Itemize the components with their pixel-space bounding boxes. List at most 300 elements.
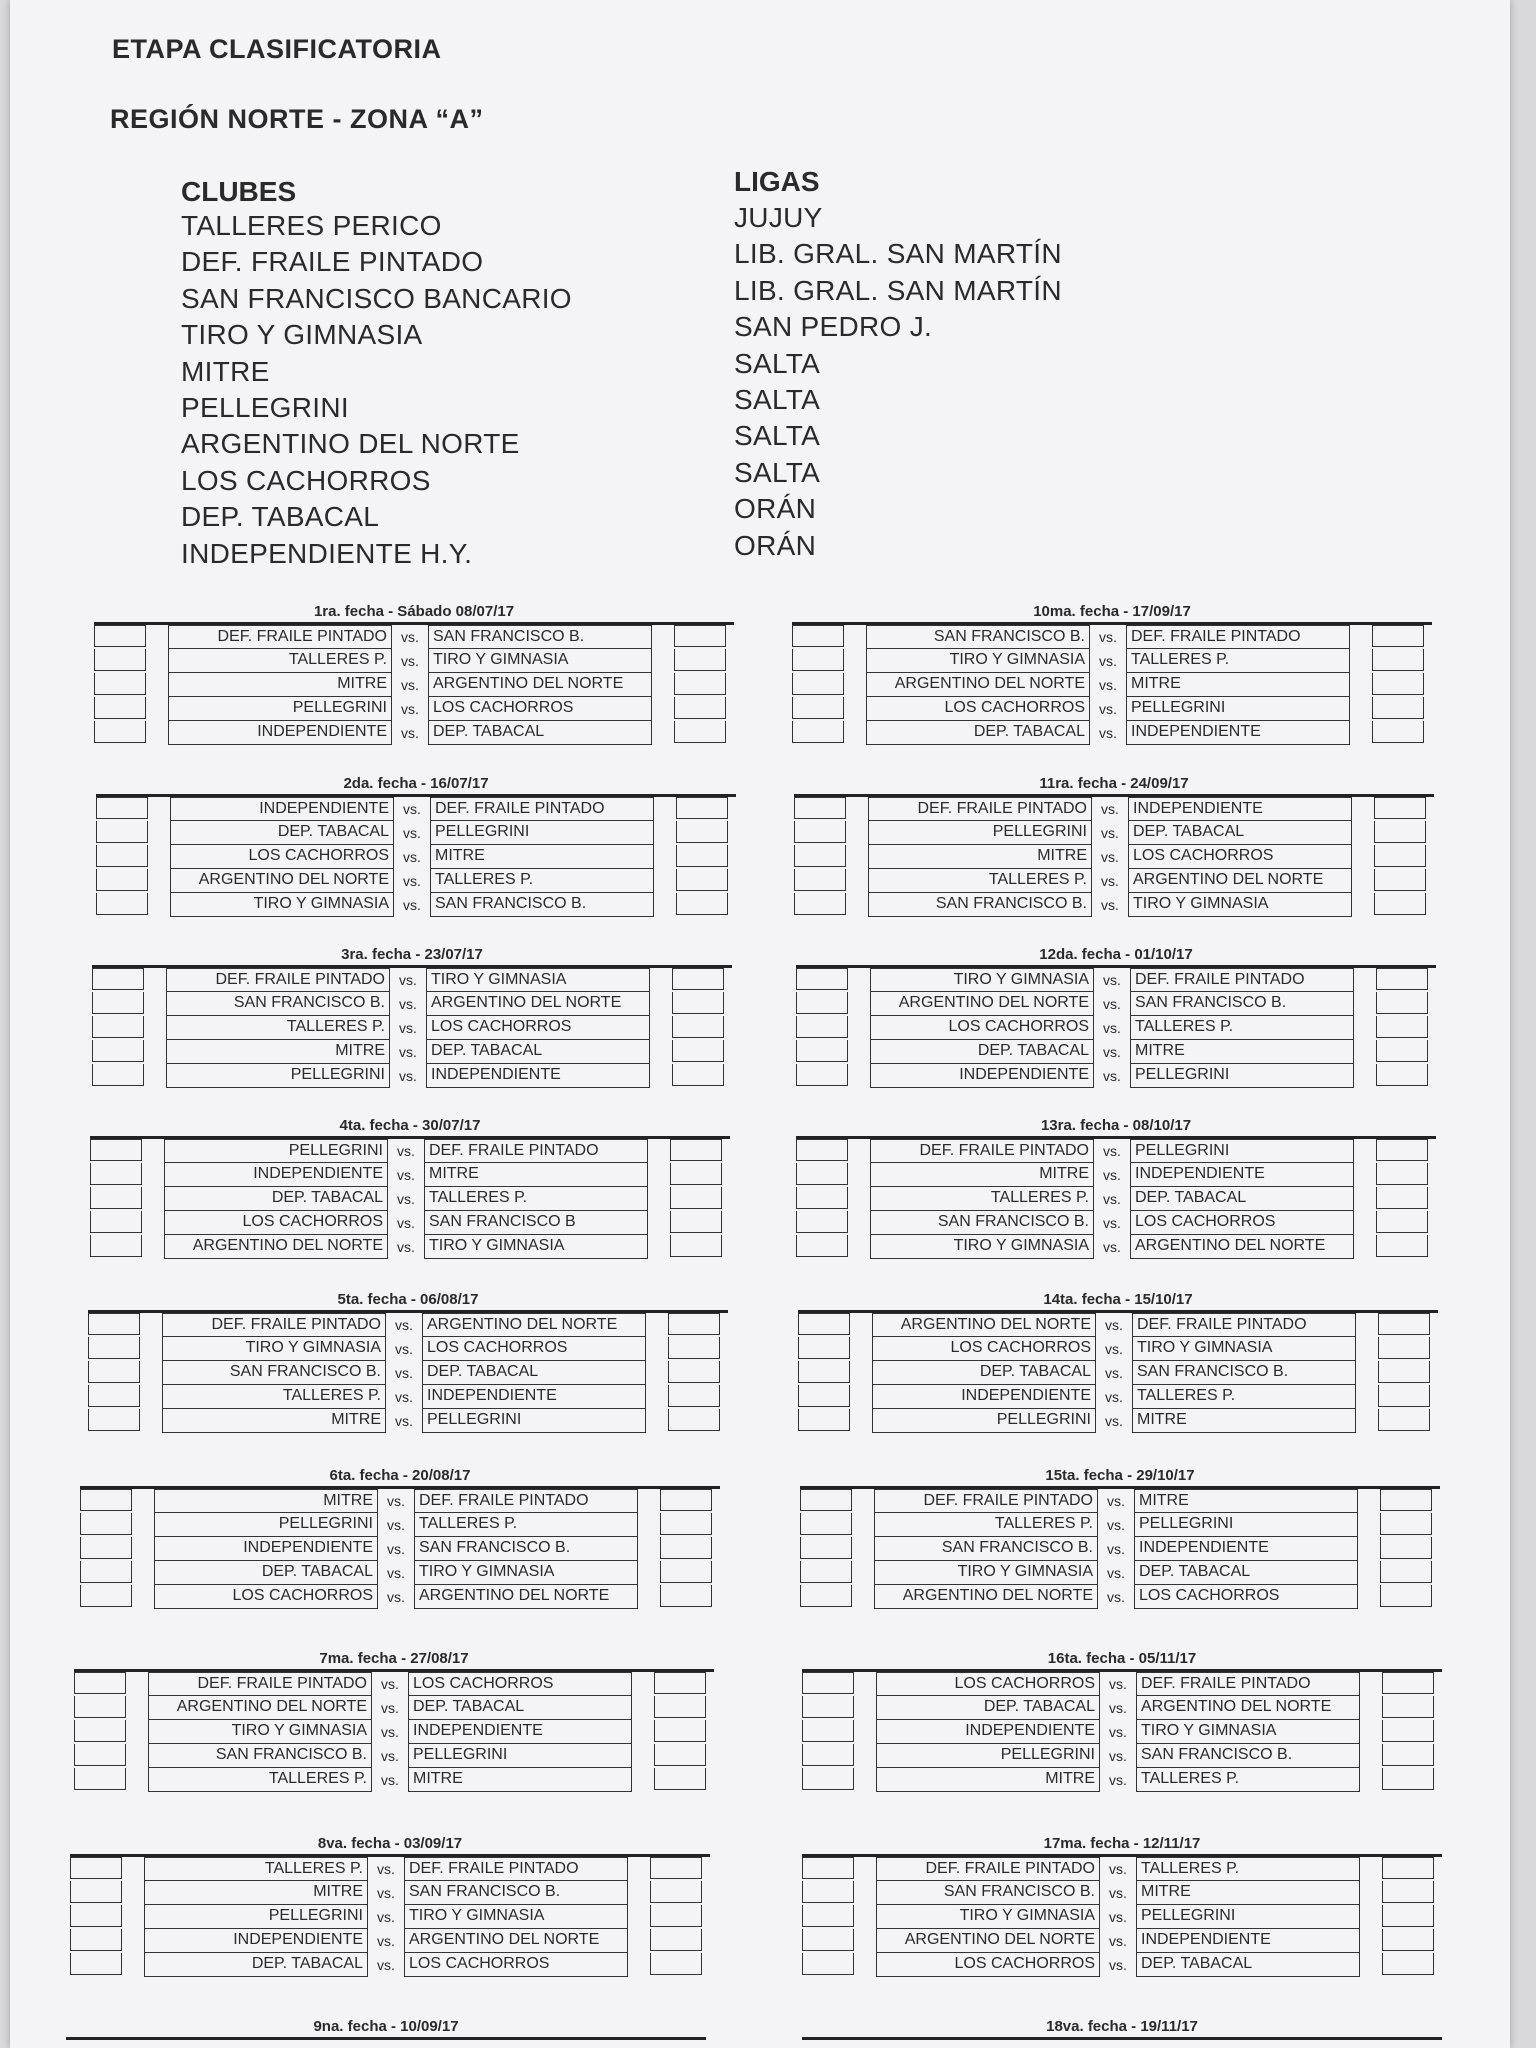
away-score-box[interactable] <box>1372 721 1424 743</box>
spacer <box>1356 1313 1378 1337</box>
away-score-box[interactable] <box>672 992 724 1014</box>
away-team: SAN FRANCISCO B <box>424 1211 648 1235</box>
club-league: SALTA <box>734 347 821 379</box>
home-score-box[interactable] <box>802 1744 854 1766</box>
away-team: DEP. TABACAL <box>428 721 652 745</box>
home-score-box[interactable] <box>800 1537 852 1559</box>
away-score-box[interactable] <box>670 1235 722 1257</box>
home-score-box[interactable] <box>90 1139 142 1161</box>
spacer <box>632 1768 654 1792</box>
home-score-box[interactable] <box>96 845 148 867</box>
away-score-box[interactable] <box>1382 1744 1434 1766</box>
home-score-box[interactable] <box>796 1139 848 1161</box>
fixture-title: 6ta. fecha - 20/08/17 <box>329 1467 471 1484</box>
away-score-box[interactable] <box>1382 1720 1434 1742</box>
away-score-box[interactable] <box>1378 1313 1430 1335</box>
home-score-box[interactable] <box>92 992 144 1014</box>
spacer <box>122 1953 144 1977</box>
home-score-box[interactable] <box>90 1163 142 1185</box>
fixture-title: 7ma. fecha - 27/08/17 <box>319 1650 469 1667</box>
home-score-box[interactable] <box>802 1857 854 1879</box>
away-score-box[interactable] <box>670 1139 722 1161</box>
spacer <box>1350 673 1372 697</box>
away-score-box[interactable] <box>1376 1016 1428 1038</box>
fixture-title: 16ta. fecha - 05/11/17 <box>1047 1650 1197 1667</box>
away-score-box[interactable] <box>1376 1187 1428 1209</box>
away-score-box[interactable] <box>1376 1064 1428 1086</box>
away-score-box[interactable] <box>672 1016 724 1038</box>
away-score-box[interactable] <box>650 1953 702 1975</box>
club-name: TIRO Y GIMNASIA <box>181 319 423 351</box>
home-score-box[interactable] <box>96 869 148 891</box>
away-team: DEF. FRAILE PINTADO <box>430 797 654 821</box>
home-score-box[interactable] <box>800 1585 852 1607</box>
home-score-box[interactable] <box>796 1187 848 1209</box>
spacer <box>628 1881 650 1905</box>
fixture-title: 1ra. fecha - Sábado 08/07/17 <box>313 603 515 620</box>
away-score-box[interactable] <box>1380 1561 1432 1583</box>
match-grid <box>90 1136 730 1259</box>
away-score-box[interactable] <box>670 1187 722 1209</box>
spacer <box>146 721 168 745</box>
vs-label: vs. <box>381 1748 399 1764</box>
away-team: MITRE <box>1134 1489 1358 1513</box>
spacer <box>848 1211 870 1235</box>
home-score-box[interactable] <box>796 1235 848 1257</box>
home-score-box[interactable] <box>796 1211 848 1233</box>
spacer <box>652 649 674 673</box>
vs-label: vs. <box>1101 873 1119 889</box>
home-score-box[interactable] <box>92 968 144 990</box>
away-score-box[interactable] <box>1382 1905 1434 1927</box>
away-score-box[interactable] <box>1372 697 1424 719</box>
home-score-box[interactable] <box>802 1696 854 1718</box>
home-score-box[interactable] <box>796 1016 848 1038</box>
spacer <box>852 1561 874 1585</box>
away-score-box[interactable] <box>660 1585 712 1607</box>
vs-label: vs. <box>1109 1957 1127 1973</box>
away-score-box[interactable] <box>1382 1672 1434 1694</box>
spacer <box>126 1744 148 1768</box>
away-score-box[interactable] <box>654 1696 706 1718</box>
away-score-box[interactable] <box>1376 1163 1428 1185</box>
vs-label: vs. <box>1103 1191 1121 1207</box>
away-team: TIRO Y GIMNASIA <box>1132 1337 1356 1361</box>
spacer <box>632 1720 654 1744</box>
fixture-title: 10ma. fecha - 17/09/17 <box>1033 603 1191 620</box>
away-score-box[interactable] <box>660 1537 712 1559</box>
away-team: DEP. TABACAL <box>1134 1561 1358 1585</box>
away-score-box[interactable] <box>1374 869 1426 891</box>
vs-label: vs. <box>377 1861 395 1877</box>
home-team: DEP. TABACAL <box>154 1561 378 1585</box>
home-score-box[interactable] <box>80 1513 132 1535</box>
away-score-box[interactable] <box>650 1929 702 1951</box>
away-score-box[interactable] <box>1378 1409 1430 1431</box>
home-score-box[interactable] <box>792 625 844 647</box>
fixture-table <box>92 945 732 1088</box>
home-score-box[interactable] <box>94 673 146 695</box>
away-score-box[interactable] <box>650 1857 702 1879</box>
away-score-box[interactable] <box>676 893 728 915</box>
spacer <box>1360 1905 1382 1929</box>
home-team: MITRE <box>868 845 1092 869</box>
home-score-box[interactable] <box>96 821 148 843</box>
away-team: LOS CACHORROS <box>404 1953 628 1977</box>
away-team: DEP. TABACAL <box>1128 821 1352 845</box>
home-score-box[interactable] <box>802 1672 854 1694</box>
spacer <box>628 1857 650 1881</box>
home-score-box[interactable] <box>80 1537 132 1559</box>
away-score-box[interactable] <box>1382 1857 1434 1879</box>
home-score-box[interactable] <box>794 797 846 819</box>
home-team: MITRE <box>166 1040 390 1064</box>
match-grid <box>798 1310 1438 1433</box>
away-score-box[interactable] <box>1376 1235 1428 1257</box>
home-score-box[interactable] <box>800 1561 852 1583</box>
away-score-box[interactable] <box>672 1064 724 1086</box>
home-score-box[interactable] <box>74 1768 126 1790</box>
home-score-box[interactable] <box>802 1881 854 1903</box>
away-score-box[interactable] <box>670 1163 722 1185</box>
home-score-box[interactable] <box>794 845 846 867</box>
home-score-box[interactable] <box>80 1585 132 1607</box>
home-score-box[interactable] <box>800 1513 852 1535</box>
away-score-box[interactable] <box>660 1513 712 1535</box>
away-score-box[interactable] <box>1382 1696 1434 1718</box>
vs-label: vs. <box>387 1589 405 1605</box>
home-team: PELLEGRINI <box>872 1409 1096 1433</box>
home-score-box[interactable] <box>80 1561 132 1583</box>
home-score-box[interactable] <box>802 1720 854 1742</box>
away-score-box[interactable] <box>1378 1337 1430 1359</box>
fixture-table <box>802 1649 1442 1792</box>
away-score-box[interactable] <box>668 1361 720 1383</box>
spacer <box>1356 1409 1378 1433</box>
spacer <box>654 893 676 917</box>
away-score-box[interactable] <box>674 673 726 695</box>
home-score-box[interactable] <box>800 1489 852 1511</box>
away-score-box[interactable] <box>1374 845 1426 867</box>
home-score-box[interactable] <box>88 1337 140 1359</box>
vs-label: vs. <box>1105 1317 1123 1333</box>
spacer <box>844 625 866 649</box>
vs-label: vs. <box>1103 1167 1121 1183</box>
vs-label: vs. <box>1107 1517 1125 1533</box>
away-score-box[interactable] <box>1378 1361 1430 1383</box>
home-score-box[interactable] <box>792 649 844 671</box>
fixture-top-rule <box>66 2037 706 2046</box>
away-team: TALLERES P. <box>1126 649 1350 673</box>
spacer <box>148 821 170 845</box>
away-score-box[interactable] <box>660 1561 712 1583</box>
away-team: MITRE <box>430 845 654 869</box>
home-score-box[interactable] <box>74 1744 126 1766</box>
away-score-box[interactable] <box>1376 1211 1428 1233</box>
club-league: JUJUY <box>734 202 823 233</box>
spacer <box>1358 1561 1380 1585</box>
away-score-box[interactable] <box>676 869 728 891</box>
away-team: TIRO Y GIMNASIA <box>1136 1720 1360 1744</box>
home-score-box[interactable] <box>88 1361 140 1383</box>
away-score-box[interactable] <box>674 721 726 743</box>
home-team: INDEPENDIENTE <box>164 1163 388 1187</box>
away-score-box[interactable] <box>674 625 726 647</box>
home-score-box[interactable] <box>90 1235 142 1257</box>
home-score-box[interactable] <box>94 649 146 671</box>
vs-label: vs. <box>397 1191 415 1207</box>
away-score-box[interactable] <box>1374 797 1426 819</box>
home-team: TIRO Y GIMNASIA <box>170 893 394 917</box>
home-score-box[interactable] <box>798 1361 850 1383</box>
spacer <box>1354 1139 1376 1163</box>
home-score-box[interactable] <box>798 1409 850 1431</box>
away-score-box[interactable] <box>1372 625 1424 647</box>
away-score-box[interactable] <box>1380 1489 1432 1511</box>
away-score-box[interactable] <box>668 1409 720 1431</box>
home-score-box[interactable] <box>70 1905 122 1927</box>
away-score-box[interactable] <box>676 845 728 867</box>
away-score-box[interactable] <box>654 1768 706 1790</box>
spacer <box>648 1187 670 1211</box>
home-team: TIRO Y GIMNASIA <box>870 1235 1094 1259</box>
spacer <box>854 1720 876 1744</box>
away-score-box[interactable] <box>668 1313 720 1335</box>
vs-label: vs. <box>1103 1215 1121 1231</box>
away-score-box[interactable] <box>676 821 728 843</box>
spacer <box>1358 1513 1380 1537</box>
away-team: PELLEGRINI <box>1136 1905 1360 1929</box>
fixture-table <box>96 774 736 917</box>
home-score-box[interactable] <box>92 1064 144 1086</box>
home-score-box[interactable] <box>96 893 148 915</box>
vs-label: vs. <box>1105 1413 1123 1429</box>
vs-label: vs. <box>403 873 421 889</box>
home-team: TALLERES P. <box>868 869 1092 893</box>
home-score-box[interactable] <box>92 1016 144 1038</box>
spacer <box>852 1585 874 1609</box>
spacer <box>148 845 170 869</box>
club-league: SALTA <box>734 420 821 452</box>
home-score-box[interactable] <box>794 821 846 843</box>
vs-label: vs. <box>1101 825 1119 841</box>
away-score-box[interactable] <box>660 1489 712 1511</box>
spacer <box>846 869 868 893</box>
home-score-box[interactable] <box>796 1064 848 1086</box>
home-score-box[interactable] <box>88 1409 140 1431</box>
away-team: SAN FRANCISCO B. <box>428 625 652 649</box>
home-team: DEP. TABACAL <box>164 1187 388 1211</box>
away-score-box[interactable] <box>676 797 728 819</box>
home-score-box[interactable] <box>92 1040 144 1062</box>
home-score-box[interactable] <box>80 1489 132 1511</box>
home-score-box[interactable] <box>792 697 844 719</box>
home-team: TALLERES P. <box>148 1768 372 1792</box>
spacer <box>1352 845 1374 869</box>
spacer <box>844 697 866 721</box>
home-score-box[interactable] <box>798 1313 850 1335</box>
spacer <box>1352 893 1374 917</box>
away-score-box[interactable] <box>654 1744 706 1766</box>
away-team: LOS CACHORROS <box>426 1016 650 1040</box>
home-score-box[interactable] <box>792 673 844 695</box>
home-score-box[interactable] <box>74 1720 126 1742</box>
home-score-box[interactable] <box>70 1929 122 1951</box>
spacer <box>132 1513 154 1537</box>
away-score-box[interactable] <box>1382 1953 1434 1975</box>
vs-label: vs. <box>387 1541 405 1557</box>
home-score-box[interactable] <box>794 869 846 891</box>
home-score-box[interactable] <box>802 1768 854 1790</box>
away-score-box[interactable] <box>1376 1139 1428 1161</box>
vs-label: vs. <box>387 1565 405 1581</box>
spacer <box>848 1064 870 1088</box>
home-score-box[interactable] <box>74 1696 126 1718</box>
spacer <box>648 1211 670 1235</box>
vs-label: vs. <box>1109 1700 1127 1716</box>
away-score-box[interactable] <box>674 697 726 719</box>
spacer <box>1354 1211 1376 1235</box>
fixture-title: 8va. fecha - 03/09/17 <box>317 1835 463 1852</box>
away-score-box[interactable] <box>1372 649 1424 671</box>
home-team: ARGENTINO DEL NORTE <box>872 1313 1096 1337</box>
vs-label: vs. <box>399 972 417 988</box>
away-team: MITRE <box>1126 673 1350 697</box>
away-score-box[interactable] <box>650 1905 702 1927</box>
spacer <box>1360 1696 1382 1720</box>
home-score-box[interactable] <box>796 1163 848 1185</box>
away-score-box[interactable] <box>1372 673 1424 695</box>
away-score-box[interactable] <box>1382 1881 1434 1903</box>
home-team: PELLEGRINI <box>144 1905 368 1929</box>
home-team: LOS CACHORROS <box>876 1672 1100 1696</box>
home-team: SAN FRANCISCO B. <box>870 1211 1094 1235</box>
home-team: TALLERES P. <box>166 1016 390 1040</box>
away-score-box[interactable] <box>670 1211 722 1233</box>
club-list <box>181 208 572 572</box>
away-score-box[interactable] <box>650 1881 702 1903</box>
home-score-box[interactable] <box>796 992 848 1014</box>
away-score-box[interactable] <box>1376 1040 1428 1062</box>
home-score-box[interactable] <box>798 1337 850 1359</box>
home-team: SAN FRANCISCO B. <box>148 1744 372 1768</box>
spacer <box>848 1016 870 1040</box>
home-team: SAN FRANCISCO B. <box>876 1881 1100 1905</box>
home-score-box[interactable] <box>70 1881 122 1903</box>
vs-label: vs. <box>399 1020 417 1036</box>
home-score-box[interactable] <box>94 625 146 647</box>
home-score-box[interactable] <box>802 1929 854 1951</box>
home-score-box[interactable] <box>96 797 148 819</box>
home-score-box[interactable] <box>802 1953 854 1975</box>
away-score-box[interactable] <box>654 1672 706 1694</box>
home-score-box[interactable] <box>802 1905 854 1927</box>
home-score-box[interactable] <box>90 1211 142 1233</box>
away-score-box[interactable] <box>654 1720 706 1742</box>
away-score-box[interactable] <box>672 1040 724 1062</box>
away-team: ARGENTINO DEL NORTE <box>414 1585 638 1609</box>
home-score-box[interactable] <box>796 1040 848 1062</box>
match-grid <box>74 1669 714 1792</box>
home-team: TIRO Y GIMNASIA <box>874 1561 1098 1585</box>
away-score-box[interactable] <box>1380 1513 1432 1535</box>
away-score-box[interactable] <box>668 1385 720 1407</box>
fixture-table <box>80 1466 720 1609</box>
home-team: DEF. FRAILE PINTADO <box>874 1489 1098 1513</box>
home-score-box[interactable] <box>88 1313 140 1335</box>
away-score-box[interactable] <box>672 968 724 990</box>
vs-label: vs. <box>395 1389 413 1405</box>
spacer <box>654 821 676 845</box>
away-team: MITRE <box>1136 1881 1360 1905</box>
away-score-box[interactable] <box>1378 1385 1430 1407</box>
away-team: LOS CACHORROS <box>1130 1211 1354 1235</box>
vs-label: vs. <box>397 1143 415 1159</box>
away-team: TALLERES P. <box>430 869 654 893</box>
away-score-box[interactable] <box>674 649 726 671</box>
vs-label: vs. <box>1103 996 1121 1012</box>
spacer <box>132 1489 154 1513</box>
spacer <box>142 1235 164 1259</box>
home-score-box[interactable] <box>70 1857 122 1879</box>
spacer <box>126 1768 148 1792</box>
away-score-box[interactable] <box>1374 893 1426 915</box>
club-name: INDEPENDIENTE H.Y. <box>181 537 473 569</box>
away-score-box[interactable] <box>1380 1585 1432 1607</box>
vs-label: vs. <box>1109 1933 1127 1949</box>
spacer <box>850 1313 872 1337</box>
vs-label: vs. <box>403 849 421 865</box>
away-team: DEP. TABACAL <box>1130 1187 1354 1211</box>
vs-label: vs. <box>1099 629 1117 645</box>
spacer <box>854 1929 876 1953</box>
match-grid <box>796 965 1436 1088</box>
away-score-box[interactable] <box>1382 1929 1434 1951</box>
away-score-box[interactable] <box>1380 1537 1432 1559</box>
home-team: DEF. FRAILE PINTADO <box>162 1313 386 1337</box>
home-score-box[interactable] <box>88 1385 140 1407</box>
away-team: ARGENTINO DEL NORTE <box>422 1313 646 1337</box>
away-score-box[interactable] <box>668 1337 720 1359</box>
home-score-box[interactable] <box>70 1953 122 1975</box>
away-score-box[interactable] <box>1374 821 1426 843</box>
vs-label: vs. <box>397 1167 415 1183</box>
home-score-box[interactable] <box>90 1187 142 1209</box>
home-score-box[interactable] <box>798 1385 850 1407</box>
away-score-box[interactable] <box>1376 992 1428 1014</box>
home-score-box[interactable] <box>74 1672 126 1694</box>
away-team: INDEPENDIENTE <box>1128 797 1352 821</box>
spacer <box>854 1696 876 1720</box>
home-team: PELLEGRINI <box>154 1513 378 1537</box>
vs-label: vs. <box>1099 725 1117 741</box>
home-score-box[interactable] <box>94 721 146 743</box>
home-team: DEF. FRAILE PINTADO <box>868 797 1092 821</box>
spacer <box>140 1385 162 1409</box>
spacer <box>142 1211 164 1235</box>
away-score-box[interactable] <box>1382 1768 1434 1790</box>
home-team: LOS CACHORROS <box>870 1016 1094 1040</box>
away-team: PELLEGRINI <box>1130 1139 1354 1163</box>
home-score-box[interactable] <box>792 721 844 743</box>
home-score-box[interactable] <box>94 697 146 719</box>
home-score-box[interactable] <box>796 968 848 990</box>
spacer <box>638 1513 660 1537</box>
home-team: DEF. FRAILE PINTADO <box>166 968 390 992</box>
away-team: PELLEGRINI <box>1134 1513 1358 1537</box>
away-score-box[interactable] <box>1376 968 1428 990</box>
home-score-box[interactable] <box>794 893 846 915</box>
